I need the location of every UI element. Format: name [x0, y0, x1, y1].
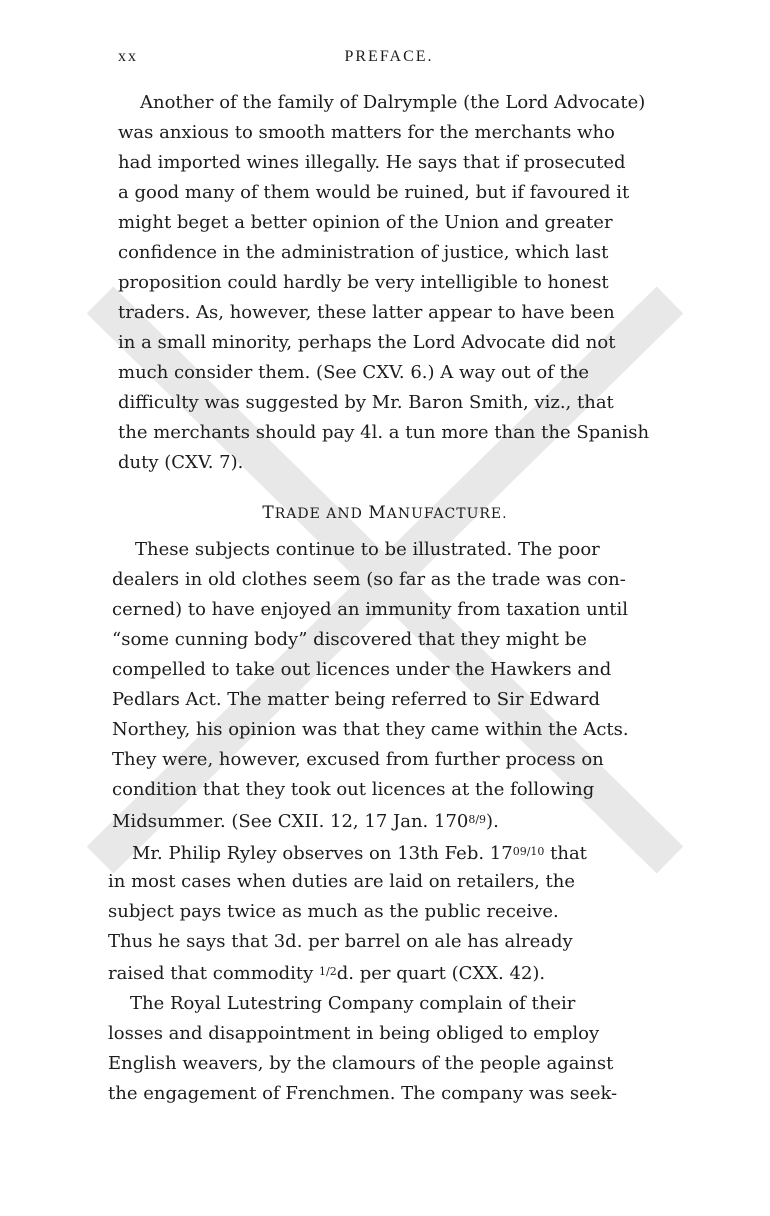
text-line: proposition could hardly be very intelligible to honest: [118, 272, 609, 293]
text-line: Thus he says that 3d. per barrel on ale has already: [108, 931, 573, 952]
text-line: confidence in the administration of justice, which last: [118, 242, 609, 263]
text-line: condition that they took out licences at the following: [112, 779, 595, 800]
text-line: traders. As, however, these latter appear to have been: [118, 302, 615, 323]
text-line: in most cases when duties are laid on retailers, the: [108, 871, 576, 892]
text-line: English weavers, by the clamours of the people against: [108, 1053, 614, 1074]
text-line: “some cunning body” discovered that they might be: [112, 629, 587, 650]
text-line: compelled to take out licences under the Hawkers and: [112, 659, 612, 680]
text-line: duty (CXV. 7).: [118, 452, 244, 473]
text-line: had imported wines illegally. He says that if prosecuted: [118, 152, 626, 173]
text-line: the merchants should pay 4l. a tun more than the Spanish: [118, 422, 650, 443]
text-line: difficulty was suggested by Mr. Baron Smith, viz., that: [118, 392, 614, 413]
text-line: much consider them. (See CXV. 6.) A way out of the: [118, 362, 590, 383]
text-line: Northey, his opinion was that they came within the Acts.: [112, 719, 629, 740]
text-line: dealers in old clothes seem (so far as the trade was con-: [112, 569, 626, 590]
page-header: [118, 48, 660, 78]
text-line: in a small minority, perhaps the Lord Advocate did not: [118, 332, 616, 353]
text-line: Pedlars Act. The matter being referred to Sir Edward: [112, 689, 601, 710]
text-line: the engagement of Frenchmen. The company was seek-: [108, 1083, 618, 1104]
page-number: xx: [118, 48, 138, 65]
text-line: These subjects continue to be illustrated. The poor: [135, 539, 600, 560]
text-line: Midsummer. (See CXII. 12, 17 Jan. $170^{8/9}$).: [112, 811, 499, 832]
text-line: might beget a better opinion of the Union and greater: [118, 212, 613, 233]
text-line: a good many of them would be ruined, but if favoured it: [118, 182, 630, 203]
text-line: raised that commodity $^{1/2}$d. per quart (CXX. 42).: [108, 963, 546, 984]
text-line: They were, however, excused from further process on: [112, 749, 604, 770]
running-title: PREFACE.: [344, 48, 434, 65]
text-line: cerned) to have enjoyed an immunity from taxation until: [112, 599, 629, 620]
fraction: 8/9: [468, 813, 487, 826]
text-line: Mr. Philip Ryley observes on 13th Feb. $17^{09/10}$ that: [132, 843, 587, 864]
text-line: The Royal Lutestring Company complain of their: [130, 993, 576, 1014]
text-line: losses and disappointment in being obliged to employ: [108, 1023, 600, 1044]
text-line: was anxious to smooth matters for the merchants who: [118, 122, 615, 143]
fraction: 1/2: [319, 965, 337, 978]
text-line: Another of the family of Dalrymple (the Lord Advocate): [140, 92, 646, 113]
text-line: subject pays twice as much as the public receive.: [108, 901, 559, 922]
fraction: 09/10: [512, 845, 545, 858]
section-heading: TRADE AND MANUFACTURE.: [262, 503, 508, 523]
